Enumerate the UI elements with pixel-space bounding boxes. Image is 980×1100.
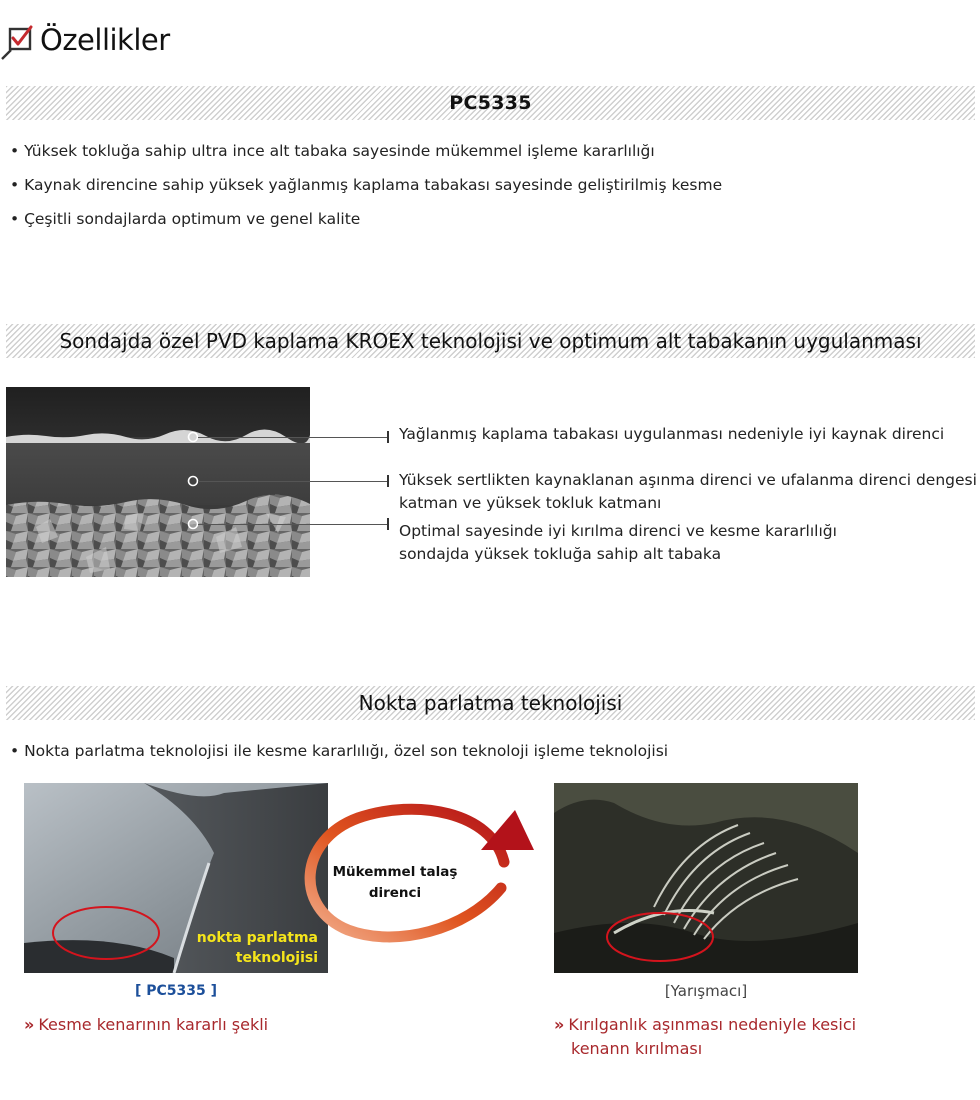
- section-bar-pc5335: [6, 86, 975, 120]
- double-chevron-icon: »: [24, 1015, 35, 1034]
- polishing-list: [10, 741, 668, 775]
- leader-line: [198, 481, 388, 482]
- section-heading: Sondajda özel PVD kaplama KROEX teknolojisi ve optimum alt tabakanın uygulanması: [59, 329, 922, 353]
- competitor-note: » Kırılganlık aşınması nedeniyle kesici kenann kırılması: [554, 1015, 857, 1058]
- annotation-middle-layer: Yüksek sertlikten kaynaklanan aşınma direnci ve ufalanma direnci dengesi katman ve yüksek tokluk katmanı: [399, 471, 977, 512]
- competitor-caption: [Yarışmacı]: [664, 982, 748, 1000]
- list-item: • Yüksek tokluğa sahip ultra ince alt tabaka sayesinde mükemmel işleme kararlılığı: [10, 141, 722, 175]
- page-title: Özellikler: [40, 23, 170, 57]
- competitor-drill-photo: [554, 783, 858, 973]
- list-item: • Kaynak direncine sahip yüksek yağlanmış kaplama tabakası sayesinde geliştirilmiş kesme: [10, 175, 722, 209]
- section-heading: Nokta parlatma teknolojisi: [358, 691, 623, 715]
- curved-arrow-graphic: [296, 800, 536, 950]
- leader-line: [198, 524, 388, 525]
- leader-tick: [387, 431, 389, 443]
- pc5335-caption: [ PC5335 ]: [134, 983, 218, 999]
- coating-micrograph-image: [6, 387, 310, 577]
- section-bar-pvd-coating: [6, 324, 975, 358]
- polishing-overlay-label: nokta parlatma teknolojisi: [196, 930, 318, 966]
- arrow-label: Mükemmel talaş direnci: [332, 864, 458, 901]
- section-bar-spot-polishing: [6, 686, 975, 720]
- leader-line: [198, 437, 388, 438]
- checkbox-check-icon: [0, 20, 34, 60]
- annotation-substrate: Optimal sayesinde iyi kırılma direnci ve kesme kararlılığı sondajda yüksek tokluğa sahip alt tabaka: [399, 522, 837, 563]
- leader-tick: [387, 475, 389, 487]
- list-item: • Nokta parlatma teknolojisi ile kesme kararlılığı, özel son teknoloji işleme teknolojisi: [10, 741, 668, 775]
- page-header: [0, 20, 170, 60]
- double-chevron-icon: »: [554, 1015, 565, 1034]
- feature-list: [10, 141, 722, 243]
- annotation-coating-layer: Yağlanmış kaplama tabakası uygulanması nedeniyle iyi kaynak direnci: [399, 425, 945, 443]
- section-heading: PC5335: [449, 92, 532, 114]
- leader-tick: [387, 518, 389, 530]
- pc5335-note: » Kesme kenarının kararlı şekli: [24, 1015, 269, 1034]
- list-item: • Çeşitli sondajlarda optimum ve genel kalite: [10, 209, 722, 243]
- pc5335-drill-photo: [24, 783, 328, 973]
